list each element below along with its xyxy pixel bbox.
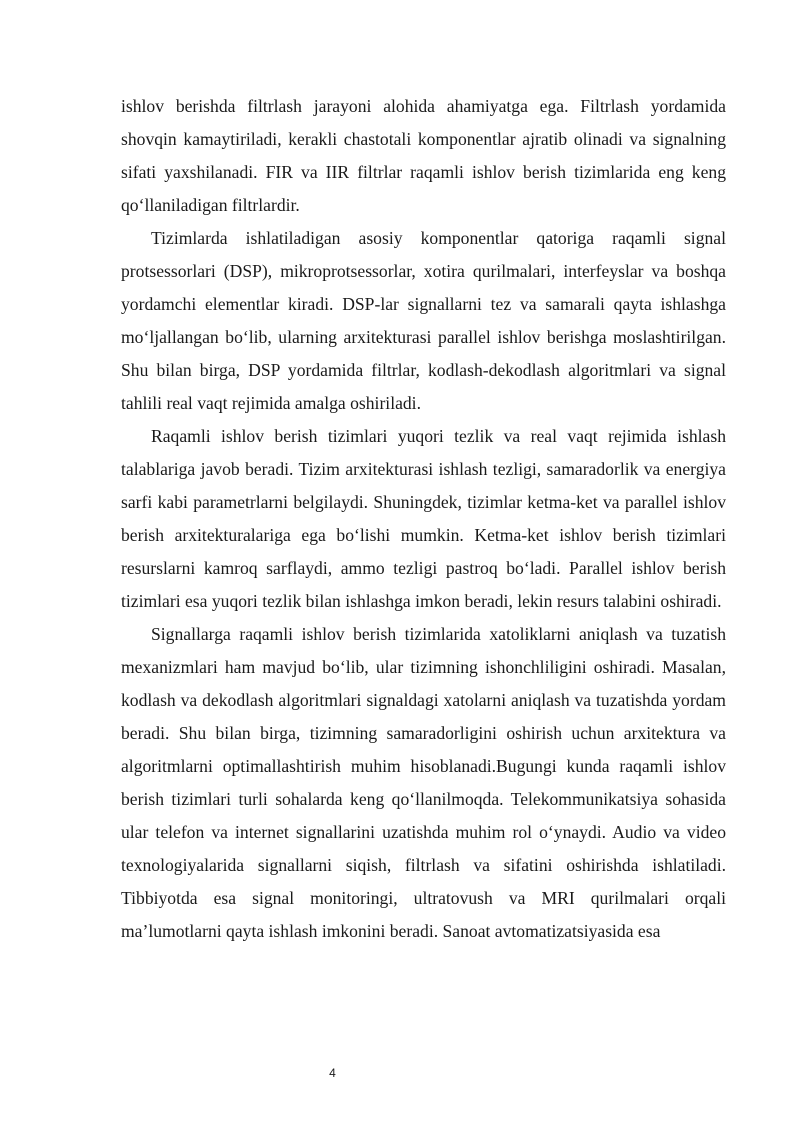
body-text	[121, 90, 726, 948]
page-number: 4	[329, 1066, 336, 1080]
paragraph-1: ishlov berishda filtrlash jarayoni alohida ahamiyatga ega. Filtrlash yordamida shovqin kamaytiriladi, kerakli chastotali komponentlar ajratib olinadi va signalning sifati yaxshilanadi. FIR va IIR filtrlar raqamli ishlov berish tizimlarida eng keng qo‘llaniladigan filtrlardir.	[121, 96, 726, 215]
paragraph-3: Raqamli ishlov berish tizimlari yuqori tezlik va real vaqt rejimida ishlash talablariga javob beradi. Tizim arxitekturasi ishlash tezligi, samaradorlik va energiya sarfi kabi parametrlarni belgilaydi. Shuningdek, tizimlar ketma-ket va parallel ishlov berish arxitekturalariga ega bo‘lishi mumkin. Ketma-ket ishlov berish tizimlari resurslarni kamroq sarflaydi, ammo tezligi pastroq bo‘ladi. Parallel ishlov berish tizimlari esa yuqori tezlik bilan ishlashga imkon beradi, lekin resurs talabini oshiradi.	[121, 426, 726, 611]
paragraph-4: Signallarga raqamli ishlov berish tizimlarida xatoliklarni aniqlash va tuzatish mexanizmlari ham mavjud bo‘lib, ular tizimning ishonchliligini oshiradi. Masalan, kodlash va dekodlash algoritmlari signaldagi xatolarni aniqlash va tuzatishda yordam beradi. Shu bilan birga, tizimning samaradorligini oshirish uchun arxitektura va algoritmlarni optimallashtirish muhim hisoblanadi.Bugungi kunda raqamli ishlov berish tizimlari turli sohalarda keng qo‘llanilmoqda. Telekommunikatsiya sohasida ular telefon va internet signallarini uzatishda muhim rol o‘ynaydi. Audio va video texnologiyalarida signallarni siqish, filtrlash va sifatini oshirishda ishlatiladi. Tibbiyotda esa signal monitoringi, ultratovush va MRI qurilmalari orqali ma’lumotlarni qayta ishlash imkonini beradi. Sanoat avtomatizatsiyasida esa	[121, 624, 726, 941]
paragraph-2: Tizimlarda ishlatiladigan asosiy komponentlar qatoriga raqamli signal protsessorlari (DSP), mikroprotsessorlar, xotira qurilmalari, interfeyslar va boshqa yordamchi elementlar kiradi. DSP-lar signallarni tez va samarali qayta ishlashga mo‘ljallangan bo‘lib, ularning arxitekturasi parallel ishlov berishga moslashtirilgan. Shu bilan birga, DSP yordamida filtrlar, kodlash-dekodlash algoritmlari va signal tahlili real vaqt rejimida amalga oshiriladi.	[121, 228, 726, 413]
